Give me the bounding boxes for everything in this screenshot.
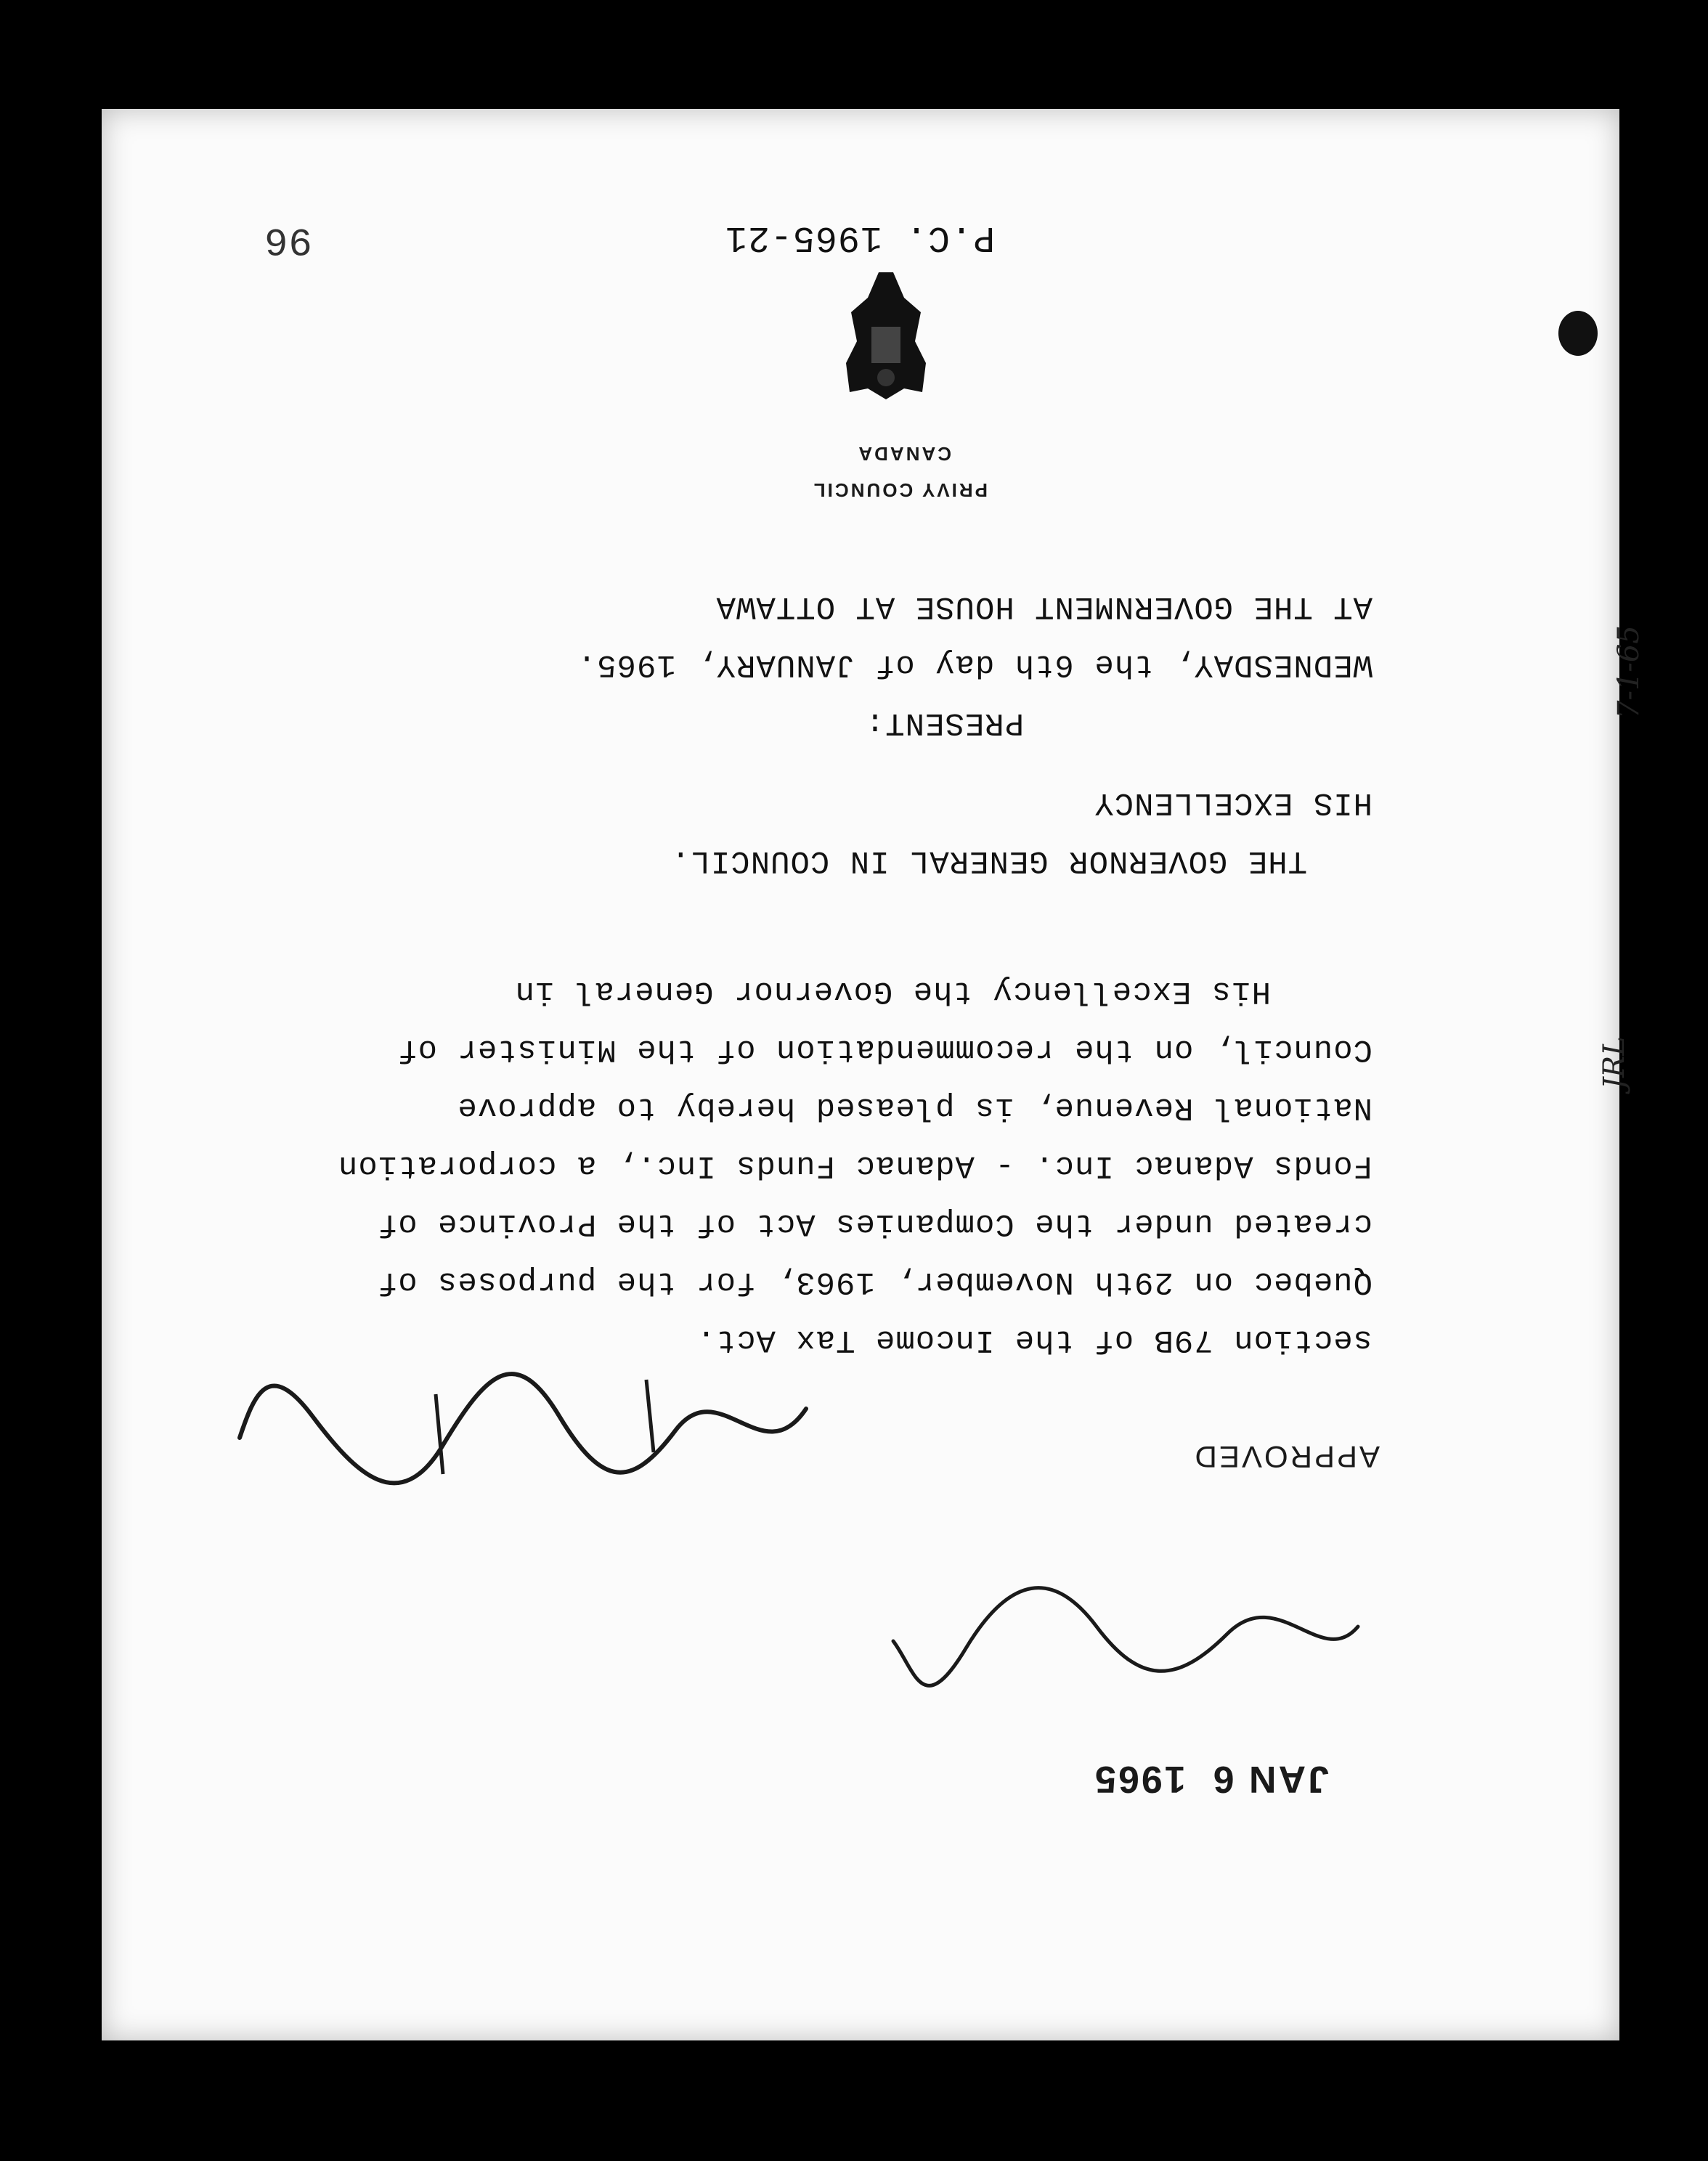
body-line: Quebec on 29th November, 1963, for the purposes of <box>377 1263 1372 1300</box>
header-country: CANADA <box>856 443 951 465</box>
body-line: Council, on the recommendation of the Minister of <box>397 1031 1372 1067</box>
margin-note-initials: JRL <box>1598 1036 1631 1089</box>
body-line: His Excellency the Governor General in <box>514 973 1271 1009</box>
place-line: AT THE GOVERNMENT HOUSE AT OTTAWA <box>715 588 1372 624</box>
header-body: PRIVY COUNCIL <box>811 479 988 501</box>
presence-line-1: HIS EXCELLENCY <box>1094 784 1372 821</box>
body-line: section 79B of the Income Tax Act. <box>696 1322 1372 1358</box>
signature-clerk <box>879 1554 1387 1714</box>
pc-number: P.C. 1965-21 <box>724 216 995 258</box>
body-line: created under the Companies Act of the Province of <box>377 1205 1372 1242</box>
punch-hole <box>1558 311 1598 356</box>
date-line: WEDNESDAY, the 6th day of JANUARY, 1965. <box>576 646 1372 683</box>
signature-governor-general <box>225 1351 821 1518</box>
approved-stamp: APPROVED <box>1192 1440 1380 1474</box>
page-mark: 96 <box>264 217 312 261</box>
document-page <box>102 109 1646 2040</box>
body-line: National Revenue, is pleased hereby to approve <box>457 1089 1372 1126</box>
presence-line-2: THE GOVERNOR GENERAL IN COUNCIL. <box>670 842 1307 879</box>
body-line: Fonds Adanac Inc. - Adanac Funds Inc., a corporation <box>337 1147 1372 1184</box>
margin-note-date: 7-1-65 <box>1612 625 1646 719</box>
approval-date-stamp: JAN 6 1965 <box>1093 1758 1329 1800</box>
present-label: PRESENT: <box>864 704 1024 741</box>
coat-of-arms-icon <box>835 269 937 407</box>
